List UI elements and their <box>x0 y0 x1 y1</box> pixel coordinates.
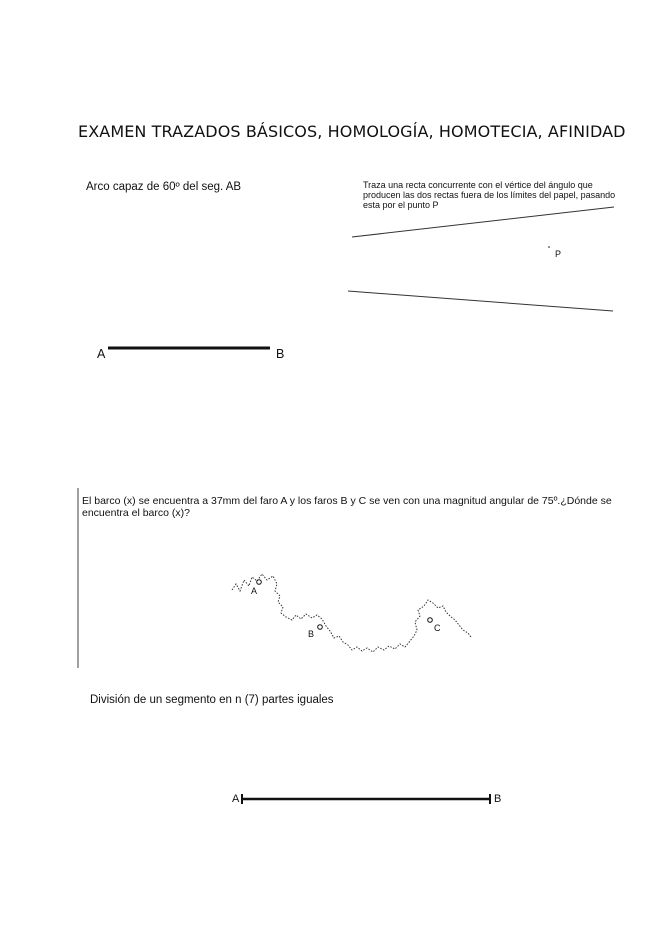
point-p-dot <box>548 246 550 248</box>
lighthouse-c-label: C <box>434 623 441 633</box>
division-exercise-prompt: División de un segmento en n (7) partes iguales <box>90 694 334 706</box>
lighthouse-a-marker <box>257 580 262 585</box>
concurrent-exercise-prompt: Traza una recta concurrente con el vértice del ángulo que producen las dos rectas fuera de los límites del papel, pasando esta por el punto P <box>363 180 616 210</box>
arc-point-b-label: B <box>276 347 285 361</box>
lighthouse-a-label: A <box>251 586 258 596</box>
page-title: EXAMEN TRAZADOS BÁSICOS, HOMOLOGÍA, HOMOTECIA, AFINIDAD <box>78 122 626 141</box>
division-point-a-label: A <box>232 793 240 805</box>
upper-convergent-line <box>352 207 614 237</box>
arc-exercise-prompt: Arco capaz de 60º del seg. AB <box>86 181 242 193</box>
lighthouse-c-marker <box>428 618 433 623</box>
lower-convergent-line <box>348 291 613 311</box>
lighthouse-b-marker <box>318 625 323 630</box>
coastline <box>232 574 471 652</box>
lighthouse-b-label: B <box>308 629 315 639</box>
point-p-label: P <box>555 249 562 259</box>
arc-point-a-label: A <box>97 347 106 361</box>
ship-exercise-prompt: El barco (x) se encuentra a 37mm del faro A y los faros B y C se ven con una magnitud angular de 75º.¿Dónde se encuentra el barco (x)? <box>82 495 612 519</box>
division-point-b-label: B <box>494 793 502 805</box>
